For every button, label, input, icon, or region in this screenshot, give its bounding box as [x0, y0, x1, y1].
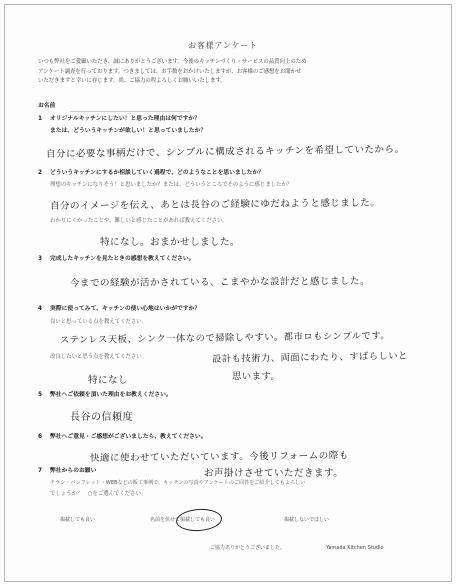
consent-option-anonymous[interactable]: 名前を伏せて掲載しても良い	[150, 517, 216, 523]
q4-answer-3b: 思います。	[232, 371, 281, 382]
intro-line: いつも弊社をご愛顧いただき、誠にありがとうございます。今後のキッチンづくり・サービスの品質向上のため	[38, 59, 307, 65]
q1-answer: 自分に必要な事柄だけで、シンプルに構成されるキッチンを希望していたから。	[45, 143, 405, 160]
q4-answer-3a: 設計も技術力、両面にわたり、すばらしいと	[211, 350, 409, 365]
q4-answer: ステンレス天板、シンク一体なので掃除しやすい。都市ロもシンプルです。	[59, 330, 391, 346]
q5-text: 弊社へご依頼を頂いた理由をお教えください。	[50, 392, 172, 398]
survey-title: お客様アンケート	[188, 41, 258, 50]
q2-answer: 自分のイメージを伝え、あとは長谷のご経験にゆだねようと感じました。	[49, 197, 381, 212]
consent-option-publish[interactable]: 掲載しても良い	[60, 517, 96, 523]
q4-text: 実際に使ってみて、キッチンの使い心地はいかがですか？	[50, 306, 201, 312]
q7-text: 弊社からのお願い	[50, 468, 97, 474]
name-label: お名前	[38, 103, 56, 109]
thanks-text: ご協力ありがとうございました。	[210, 545, 286, 551]
name-line	[70, 111, 190, 112]
q4-text-3: 改良したいと思う点を教えてください。	[50, 354, 148, 360]
q6-answer: 快適に使わせていただいています。今後リフォームの際も	[89, 450, 349, 464]
q2-text-3: わかりにくかったことや、難しいと感じたことがあれば教えてください。	[50, 218, 228, 224]
company-name: Yamada Kitchen Studio	[326, 545, 384, 551]
q4-text-2: 良いと思っている点を教えてください。	[50, 319, 148, 325]
q5-answer: 長谷の信頼度	[70, 412, 133, 423]
q6-number: 6	[38, 434, 43, 440]
q7-number: 7	[38, 468, 43, 474]
intro-line: アンケート調査を行っております。つきましては、お手数をおかけいたしますが、お客様のご感想をお聞かせ	[38, 68, 302, 75]
q4-answer-2: 特になし	[88, 375, 129, 386]
q6-text: 弊社へご意見・ご感想がございましたら、教えてください。	[50, 434, 207, 440]
q6-answer-2: お声掛けさせていただきます。	[204, 468, 344, 479]
q7-text-2: チラシ・パンフレット・WEBなどの販工事例で、キッチンの写真やアンケートのご回答をご紹介してもよろしい	[50, 480, 306, 486]
q2-number: 2	[38, 170, 43, 176]
q1-text-2: または、どういうキッチンが欲しい！と思っていましたか？	[50, 128, 207, 134]
q4-number: 4	[38, 306, 43, 312]
q2-answer-2: 特になし。おまかせしました。	[100, 237, 241, 248]
q3-number: 3	[38, 256, 43, 262]
q3-answer: 今までの経験が活かされている、こまやかな設計だと感じました。	[69, 275, 371, 289]
q1-number: 1	[38, 116, 43, 122]
consent-option-decline[interactable]: 掲載しないでほしい	[284, 517, 330, 523]
intro-line: いただきますと幸いに存じます。尚、ご協力の程よろしくお願いいたします。	[38, 78, 226, 84]
q2-text-2: 理想のキッチンになりそう！と思いましたか？または、どういうところでそのように感じましたか？	[50, 182, 293, 188]
q2-text: どういうキッチンにするか相談していく過程で、どのようなことを思いましたか？	[50, 170, 264, 176]
q7-text-3: でしょうか？ ○をご選んでください。	[50, 491, 147, 497]
survey-intro	[38, 58, 428, 87]
q1-text: オリジナルキッチンにしたい！と思った理由は何ですか？	[50, 116, 201, 122]
q3-text: 完成したキッチンを見たときの感想を教えてください。	[50, 256, 195, 262]
q5-number: 5	[38, 392, 43, 398]
